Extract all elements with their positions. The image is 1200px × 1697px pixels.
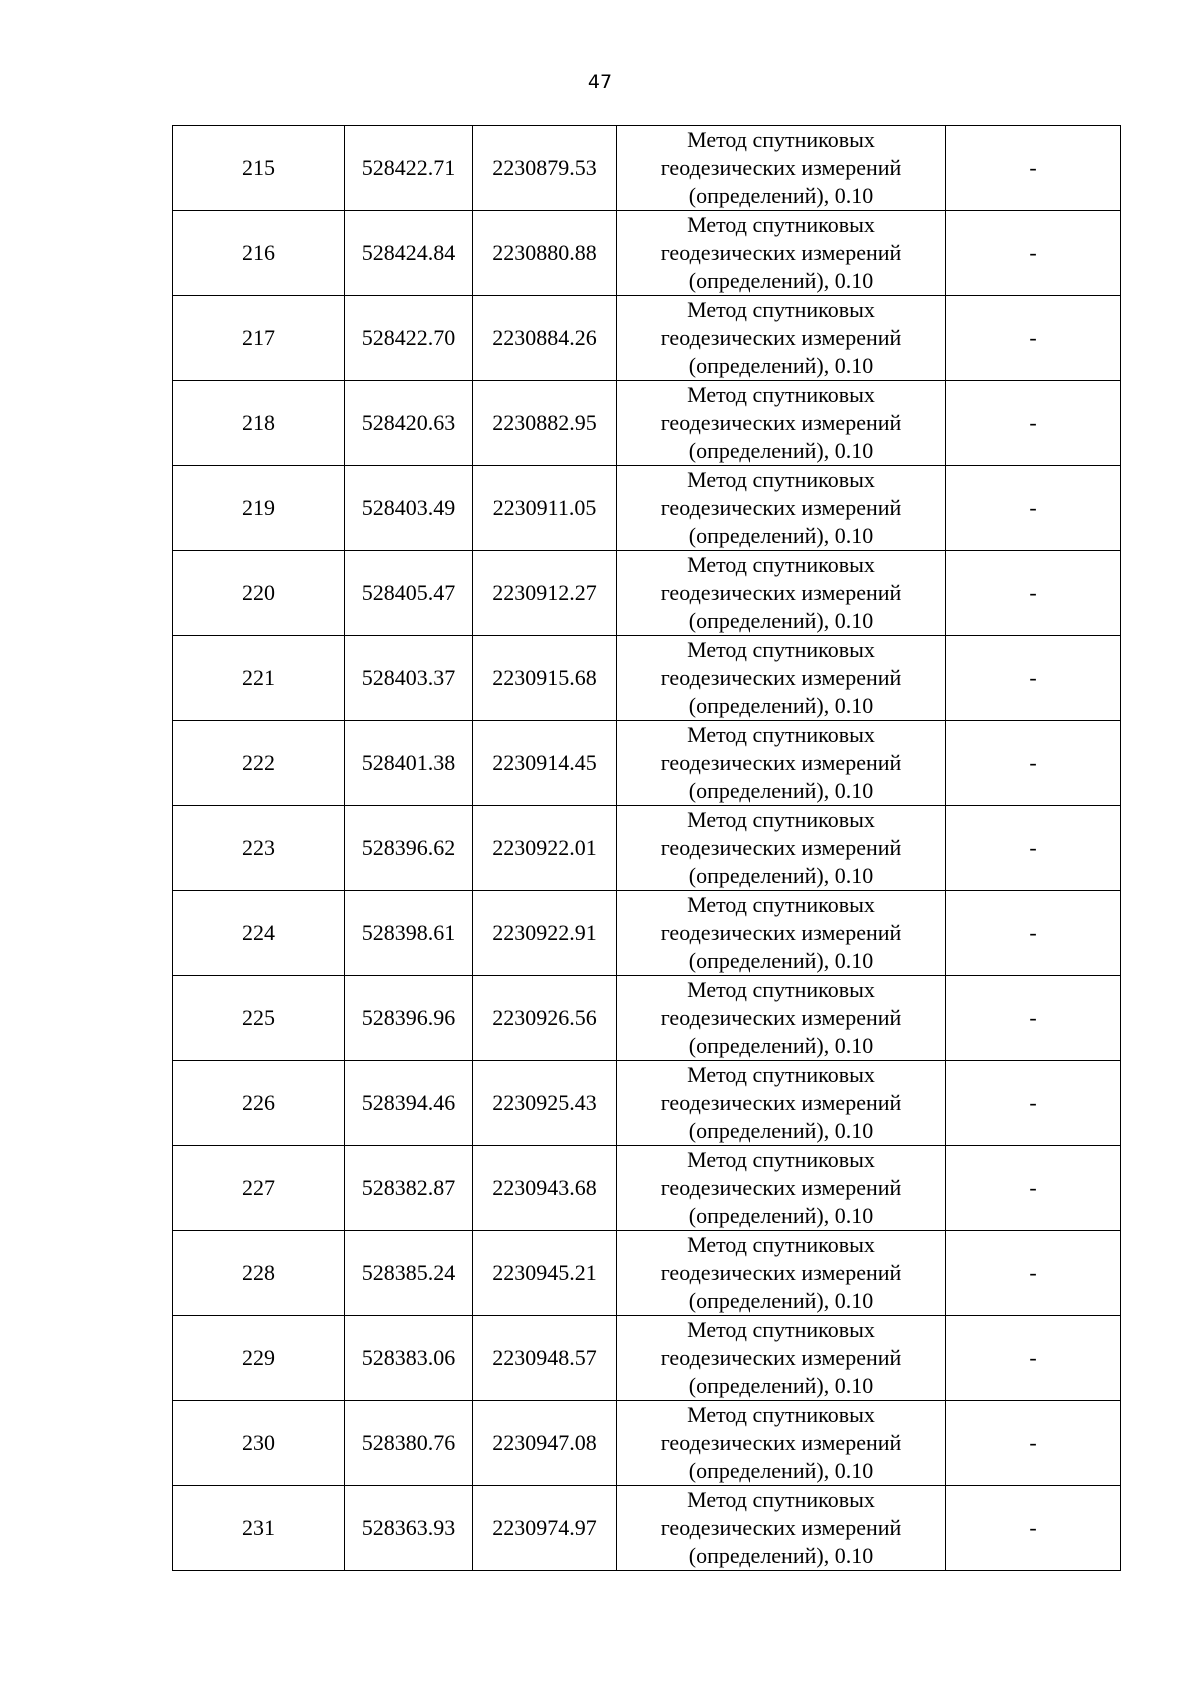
coordinates-table [172,125,1121,1571]
x-coordinate-cell: 528385.24 [345,1231,473,1316]
y-coordinate-cell: 2230922.01 [473,806,617,891]
point-number-cell: 226 [173,1061,345,1146]
x-coordinate-cell: 528380.76 [345,1401,473,1486]
table-row [173,891,1121,976]
note-cell: - [946,1061,1121,1146]
point-number-cell: 216 [173,211,345,296]
method-line: геодезических измерений [660,750,902,775]
x-coordinate-cell: 528405.47 [345,551,473,636]
method-line: (определений), 0.10 [688,1203,874,1228]
method-line: Метод спутниковых [687,1147,875,1172]
method-line: геодезических измерений [660,835,902,860]
method-line: геодезических измерений [660,495,902,520]
x-coordinate-cell: 528394.46 [345,1061,473,1146]
y-coordinate-cell: 2230880.88 [473,211,617,296]
point-number-cell: 230 [173,1401,345,1486]
note-cell: - [946,296,1121,381]
method-line: Метод спутниковых [687,552,875,577]
method-line: (определений), 0.10 [688,863,874,888]
note-cell: - [946,1316,1121,1401]
method-line: (определений), 0.10 [688,608,874,633]
y-coordinate-cell: 2230915.68 [473,636,617,721]
method-line: Метод спутниковых [687,722,875,747]
method-cell [617,1146,946,1231]
method-line: (определений), 0.10 [688,1458,874,1483]
method-line: Метод спутниковых [687,297,875,322]
y-coordinate-cell: 2230925.43 [473,1061,617,1146]
method-line: геодезических измерений [660,1175,902,1200]
method-cell [617,211,946,296]
method-line: (определений), 0.10 [688,1543,874,1568]
table-row [173,1231,1121,1316]
method-line: Метод спутниковых [687,1402,875,1427]
y-coordinate-cell: 2230914.45 [473,721,617,806]
method-line: геодезических измерений [660,1260,902,1285]
method-cell [617,1486,946,1571]
method-line: Метод спутниковых [687,127,875,152]
method-line: (определений), 0.10 [688,693,874,718]
method-cell [617,721,946,806]
method-line: Метод спутниковых [687,1062,875,1087]
y-coordinate-cell: 2230879.53 [473,126,617,211]
point-number-cell: 223 [173,806,345,891]
method-line: (определений), 0.10 [688,778,874,803]
y-coordinate-cell: 2230948.57 [473,1316,617,1401]
x-coordinate-cell: 528403.49 [345,466,473,551]
method-cell [617,466,946,551]
table-row [173,381,1121,466]
point-number-cell: 228 [173,1231,345,1316]
method-line: геодезических измерений [660,410,902,435]
point-number-cell: 222 [173,721,345,806]
method-line: геодезических измерений [660,920,902,945]
x-coordinate-cell: 528396.62 [345,806,473,891]
table-row [173,721,1121,806]
method-line: геодезических измерений [660,325,902,350]
note-cell: - [946,976,1121,1061]
method-line: Метод спутниковых [687,807,875,832]
x-coordinate-cell: 528424.84 [345,211,473,296]
method-line: геодезических измерений [660,240,902,265]
method-line: (определений), 0.10 [688,1373,874,1398]
note-cell: - [946,636,1121,721]
table-row [173,1401,1121,1486]
x-coordinate-cell: 528422.70 [345,296,473,381]
table-row [173,296,1121,381]
method-cell [617,296,946,381]
method-cell [617,806,946,891]
table-row [173,211,1121,296]
coordinates-table-body [173,126,1121,1571]
method-cell [617,1231,946,1316]
method-line: (определений), 0.10 [688,268,874,293]
note-cell: - [946,126,1121,211]
y-coordinate-cell: 2230912.27 [473,551,617,636]
method-line: Метод спутниковых [687,1317,875,1342]
point-number-cell: 217 [173,296,345,381]
method-cell [617,381,946,466]
table-row [173,1316,1121,1401]
table-row [173,126,1121,211]
x-coordinate-cell: 528403.37 [345,636,473,721]
x-coordinate-cell: 528398.61 [345,891,473,976]
method-cell [617,1061,946,1146]
x-coordinate-cell: 528382.87 [345,1146,473,1231]
table-row [173,1486,1121,1571]
method-cell [617,551,946,636]
method-line: Метод спутниковых [687,382,875,407]
note-cell: - [946,211,1121,296]
method-cell [617,126,946,211]
method-cell [617,1316,946,1401]
method-line: (определений), 0.10 [688,438,874,463]
method-line: Метод спутниковых [687,892,875,917]
point-number-cell: 221 [173,636,345,721]
method-line: (определений), 0.10 [688,1118,874,1143]
note-cell: - [946,381,1121,466]
point-number-cell: 224 [173,891,345,976]
method-line: геодезических измерений [660,1005,902,1030]
x-coordinate-cell: 528363.93 [345,1486,473,1571]
point-number-cell: 225 [173,976,345,1061]
page-number: 47 [587,71,613,93]
note-cell: - [946,1486,1121,1571]
method-line: (определений), 0.10 [688,183,874,208]
method-cell [617,1401,946,1486]
point-number-cell: 220 [173,551,345,636]
note-cell: - [946,806,1121,891]
method-line: (определений), 0.10 [688,948,874,973]
table-row [173,806,1121,891]
table-row [173,1061,1121,1146]
method-line: геодезических измерений [660,1345,902,1370]
point-number-cell: 215 [173,126,345,211]
table-row [173,466,1121,551]
y-coordinate-cell: 2230943.68 [473,1146,617,1231]
method-cell [617,636,946,721]
method-line: Метод спутниковых [687,637,875,662]
method-cell [617,976,946,1061]
table-row [173,976,1121,1061]
method-line: Метод спутниковых [687,1232,875,1257]
point-number-cell: 218 [173,381,345,466]
method-line: геодезических измерений [660,1515,902,1540]
method-line: Метод спутниковых [687,467,875,492]
note-cell: - [946,1146,1121,1231]
note-cell: - [946,721,1121,806]
point-number-cell: 227 [173,1146,345,1231]
note-cell: - [946,1231,1121,1316]
table-row [173,551,1121,636]
x-coordinate-cell: 528383.06 [345,1316,473,1401]
method-line: (определений), 0.10 [688,1033,874,1058]
note-cell: - [946,1401,1121,1486]
y-coordinate-cell: 2230882.95 [473,381,617,466]
method-line: геодезических измерений [660,580,902,605]
point-number-cell: 219 [173,466,345,551]
method-line: Метод спутниковых [687,977,875,1002]
y-coordinate-cell: 2230926.56 [473,976,617,1061]
y-coordinate-cell: 2230947.08 [473,1401,617,1486]
method-line: Метод спутниковых [687,1487,875,1512]
method-line: (определений), 0.10 [688,523,874,548]
note-cell: - [946,891,1121,976]
note-cell: - [946,551,1121,636]
point-number-cell: 229 [173,1316,345,1401]
method-cell [617,891,946,976]
x-coordinate-cell: 528401.38 [345,721,473,806]
method-line: (определений), 0.10 [688,1288,874,1313]
method-line: (определений), 0.10 [688,353,874,378]
x-coordinate-cell: 528420.63 [345,381,473,466]
method-line: геодезических измерений [660,665,902,690]
y-coordinate-cell: 2230922.91 [473,891,617,976]
point-number-cell: 231 [173,1486,345,1571]
y-coordinate-cell: 2230884.26 [473,296,617,381]
note-cell: - [946,466,1121,551]
y-coordinate-cell: 2230945.21 [473,1231,617,1316]
y-coordinate-cell: 2230911.05 [473,466,617,551]
method-line: геодезических измерений [660,1090,902,1115]
method-line: геодезических измерений [660,1430,902,1455]
table-row [173,1146,1121,1231]
method-line: Метод спутниковых [687,212,875,237]
y-coordinate-cell: 2230974.97 [473,1486,617,1571]
method-line: геодезических измерений [660,155,902,180]
table-row [173,636,1121,721]
x-coordinate-cell: 528396.96 [345,976,473,1061]
x-coordinate-cell: 528422.71 [345,126,473,211]
